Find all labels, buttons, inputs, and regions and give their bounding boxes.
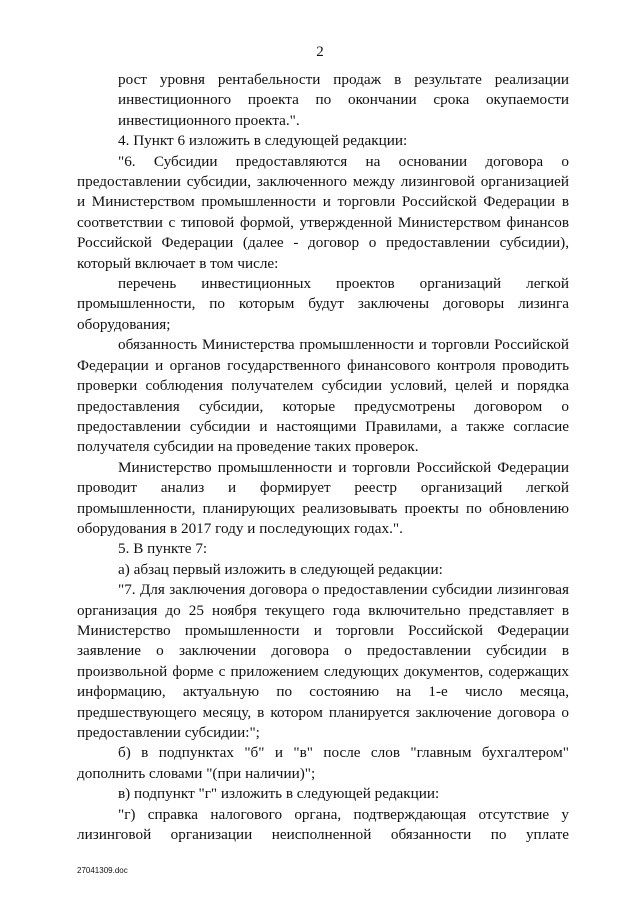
document-filename: 27041309.doc (77, 866, 128, 875)
paragraph-2: 4. Пункт 6 изложить в следующей редакции: (118, 132, 408, 150)
paragraph-4: перечень инвестиционных проектов организаций легкой промышленности, по которым будут заключены договоры лизинга оборудования; (77, 275, 569, 333)
paragraph-1: рост уровня рентабельности продаж в результате реализации инвестиционного проекта по окончании срока окупаемости инвестиционного проекта.". (118, 71, 569, 129)
paragraph-3: "6. Субсидии предоставляются на основании договора о предоставлении субсидии, заключенного между лизинговой организацией и Министерством промышленности и торговли Российской Федерации в соответствии с типовой формой, утвержденной Министерством финансов Российской Федерации (далее - договор о предоставлении субсидии), который включает в том числе: (77, 152, 569, 272)
paragraph-11: в) подпункт "г" изложить в следующей редакции: (118, 785, 440, 803)
paragraph-5: обязанность Министерства промышленности и торговли Российской Федерации и органов государственного финансового контроля проводить проверки соблюдения получателем субсидии условий, целей и порядка предоставления субсидии, которые предусмотрены договором о предоставлении субсидии и настоящими Правилами, а также согласие получателя субсидии на проведение таких проверок. (77, 336, 569, 456)
paragraph-10: б) в подпунктах "б" и "в" после слов "главным бухгалтером" дополнить словами "(при наличии)"; (77, 744, 569, 782)
page-number: 2 (316, 44, 324, 60)
document-body (77, 70, 569, 845)
paragraph-8: а) абзац первый изложить в следующей редакции: (118, 560, 443, 578)
paragraph-7: 5. В пункте 7: (118, 540, 208, 558)
paragraph-12: "г) справка налогового органа, подтверждающая отсутствие у лизинговой организации неисполненной обязанности по уплате (77, 805, 569, 844)
paragraph-6: Министерство промышленности и торговли Российской Федерации проводит анализ и формирует реестр организаций легкой промышленности, планирующих реализовывать проекты по обновлению оборудования в 2017 году и последующих годах.". (77, 458, 569, 537)
paragraph-9: "7. Для заключения договора о предоставлении субсидии лизинговая организация до 25 ноября текущего года включительно представляет в Министерство промышленности и торговли Российской Федерации заявление о заключении договора о предоставлении субсидии в произвольной форме с приложением следующих документов, содержащих информацию, актуальную по состоянию на 1-е число месяца, предшествующего месяцу, в котором планируется заключение договора о предоставлении субсидии:"; (77, 581, 569, 741)
